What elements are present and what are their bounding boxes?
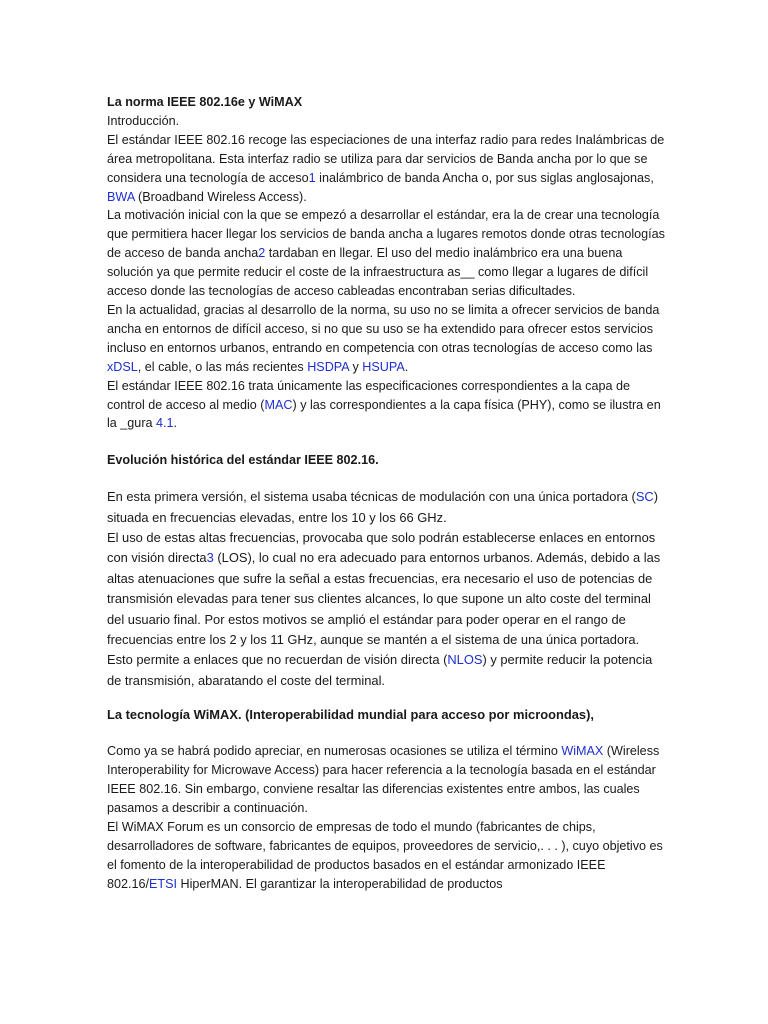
paragraph-intro — [107, 131, 667, 207]
paragraph-wimax-term — [107, 742, 667, 818]
paragraph-frequencies — [107, 528, 667, 691]
wimax-section — [107, 742, 667, 893]
etsi-link[interactable]: ETSI — [149, 876, 178, 891]
text-span: La motivación inicial con la que se empezó a desarrollar el estándar, era la de crear una tecnología que permitiera hacer llegar los servicios de banda ancha a lugares remotos donde otras tecnologías de acceso de banda ancha — [107, 208, 665, 261]
xdsl-link[interactable]: xDSL — [107, 359, 138, 374]
hsdpa-link[interactable]: HSDPA — [307, 359, 349, 374]
wimax-heading: La tecnología WiMAX. (Interoperabilidad mundial para acceso por microondas), — [107, 707, 594, 723]
document-page — [107, 93, 667, 893]
paragraph-current-use — [107, 301, 667, 377]
footnote-link-3[interactable]: 3 — [206, 550, 214, 566]
text-span: ) y permite reducir la potencia de transmisión, abaratando el coste del terminal. — [107, 652, 653, 688]
bwa-link[interactable]: BWA — [107, 189, 135, 204]
paragraph-first-version — [107, 487, 667, 528]
text-span: y — [348, 359, 363, 374]
text-span: (LOS), lo cual no era adecuado para entornos urbanos. Además, debido a las altas atenuaciones que sufre la señal a estas frecuencias, era necesario el uso de potencias de transmisión elevadas para tener sus clientes alcances, lo que supone un alto coste del terminal del usuario final. Por estos motivos se amplió el estándar para poder operar en el rango de frecuencias entre los 2 y los 11 GHz, aunque se mantén a el sistema de una única portadora. Esto permite a enlaces que no recuerdan de visión directa ( — [107, 550, 661, 668]
text-span: (Wireless Interoperability for Microwave Access) para hacer referencia a la tecnología basada en el estándar IEEE 802.16. Sin embargo, conviene resaltar las diferencias existentes entre ambos, las cuales pasamos a describir a continuación. — [107, 744, 660, 815]
text-span: , el cable, o las más recientes — [137, 359, 308, 374]
intro-heading: Introducción. — [107, 113, 180, 128]
text-span: Como ya se habrá podido apreciar, en numerosas ocasiones se utiliza el término — [107, 744, 562, 759]
sc-link[interactable]: SC — [635, 489, 654, 505]
paragraph-layers — [107, 377, 667, 434]
evolution-heading: Evolución histórica del estándar IEEE 802.16. — [107, 453, 379, 468]
footnote-link-1[interactable]: 1 — [308, 170, 316, 185]
text-span: . — [173, 416, 178, 431]
footnote-link-2[interactable]: 2 — [258, 246, 266, 261]
text-span: El estándar IEEE 802.16 trata únicamente las especificaciones correspondientes a la capa de control de acceso al medio ( — [107, 378, 630, 412]
evolution-section — [107, 487, 667, 691]
hsupa-link[interactable]: HSUPA — [362, 359, 405, 374]
figure-link[interactable]: 4.1 — [156, 416, 174, 431]
text-span: inalámbrico de banda Ancha o, por sus siglas anglosajonas, — [315, 170, 654, 185]
text-span: HiperMAN. El garantizar la interoperabilidad de productos — [177, 876, 503, 891]
mac-link[interactable]: MAC — [264, 397, 293, 412]
text-span: El uso de estas altas frecuencias, provocaba que solo podrán establecerse enlaces en entornos con visión directa — [107, 530, 656, 566]
text-span: ) situada en frecuencias elevadas, entre los 10 y los 66 GHz. — [107, 489, 659, 525]
text-span: En la actualidad, gracias al desarrollo de la norma, su uso no se limita a ofrecer servicios de banda ancha en entornos de difícil acceso, si no que su uso se ha extendido para ofrecer estos servicios incluso en entornos urbanos, entrando en competencia con otras tecnologías de acceso como las — [107, 302, 660, 355]
text-span: En esta primera versión, el sistema usaba técnicas de modulación con una única portadora ( — [107, 489, 636, 505]
paragraph-motivation — [107, 206, 667, 301]
text-span: ) y las correspondientes a la capa física (PHY), como se ilustra en la _gura — [107, 397, 661, 431]
wimax-link[interactable]: WiMAX — [561, 744, 604, 759]
text-span: El estándar IEEE 802.16 recoge las especiaciones de una interfaz radio para redes Inalámbricas de área metropolitana. Esta interfaz radio se utiliza para dar servicios de Banda ancha por lo que se considera una tecnología de acceso — [107, 132, 665, 185]
paragraph-wimax-forum — [107, 818, 667, 894]
text-span: El WiMAX Forum es un consorcio de empresas de todo el mundo (fabricantes de chips, desarrolladores de software, fabricantes de equipos, proveedores de servicio,. . . ), cuyo objetivo es el fomento de la interoperabilidad de productos basados en el estándar armonizado IEEE 802.16/ — [107, 819, 663, 891]
nlos-link[interactable]: NLOS — [447, 652, 483, 668]
text-span: . — [404, 359, 409, 374]
text-span: (Broadband Wireless Access). — [134, 189, 307, 204]
document-title: La norma IEEE 802.16e y WiMAX — [107, 95, 303, 109]
text-span: tardaban en llegar. El uso del medio inalámbrico era una buena solución ya que permite reducir el coste de la infraestructura as__ como llegar a lugares de difícil acceso donde las tecnologías de acceso cableadas encontraban serias dificultades. — [107, 246, 649, 299]
